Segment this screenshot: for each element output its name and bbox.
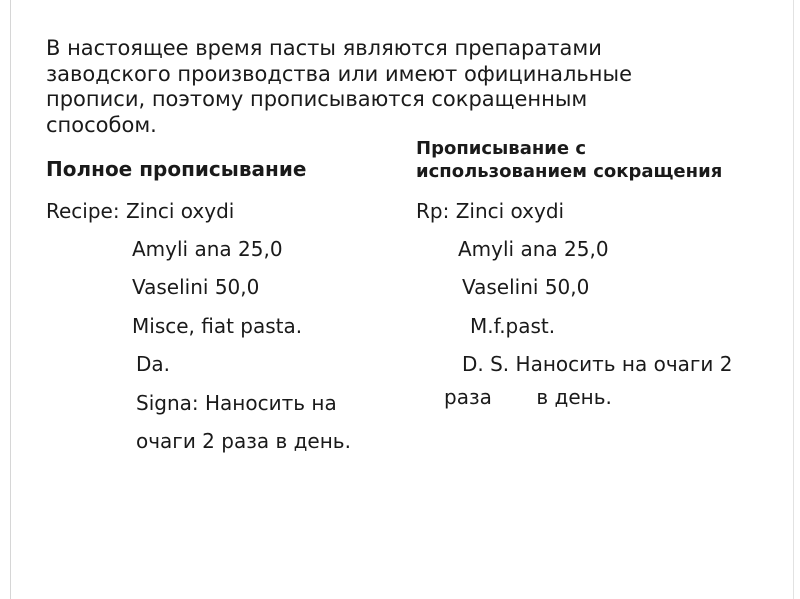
full-rx-line: Misce, fiat pasta.: [132, 314, 303, 338]
abbrev-rx-line: Vaselini 50,0: [462, 275, 590, 299]
abbrev-rx-line: M.f.past.: [470, 314, 556, 338]
full-prescription-heading: Полное прописывание: [46, 157, 307, 181]
abbrev-rx-line: Amyli ana 25,0: [458, 237, 609, 261]
slide-border-right: [793, 0, 794, 599]
heading-line: Прописывание с: [416, 138, 587, 159]
slide-border-left: [10, 0, 11, 599]
heading-line: использованием сокращения: [416, 161, 723, 182]
intro-line: способом.: [46, 112, 157, 137]
full-rx-line: очаги 2 раза в день.: [136, 429, 351, 453]
abbrev-rx-line: Rp: Zinci oxydi: [416, 199, 565, 223]
abbrev-rx-line: раза в день.: [444, 385, 612, 409]
full-rx-line: Amyli ana 25,0: [132, 237, 283, 261]
intro-line: заводского производства или имеют официнальные: [46, 61, 632, 86]
full-rx-line: Recipe: Zinci oxydi: [46, 199, 235, 223]
intro-paragraph: [46, 36, 632, 138]
abbrev-rx-line: D. S. Наносить на очаги 2: [462, 352, 733, 376]
full-rx-line: Vaselini 50,0: [132, 275, 260, 299]
abbreviated-prescription-heading: [416, 137, 722, 183]
intro-line: В настоящее время пасты являются препаратами: [46, 36, 602, 60]
intro-line: прописи, поэтому прописываются сокращенным: [46, 87, 588, 111]
full-rx-line: Da.: [136, 352, 171, 376]
full-rx-line: Signa: Наносить на: [136, 391, 337, 415]
